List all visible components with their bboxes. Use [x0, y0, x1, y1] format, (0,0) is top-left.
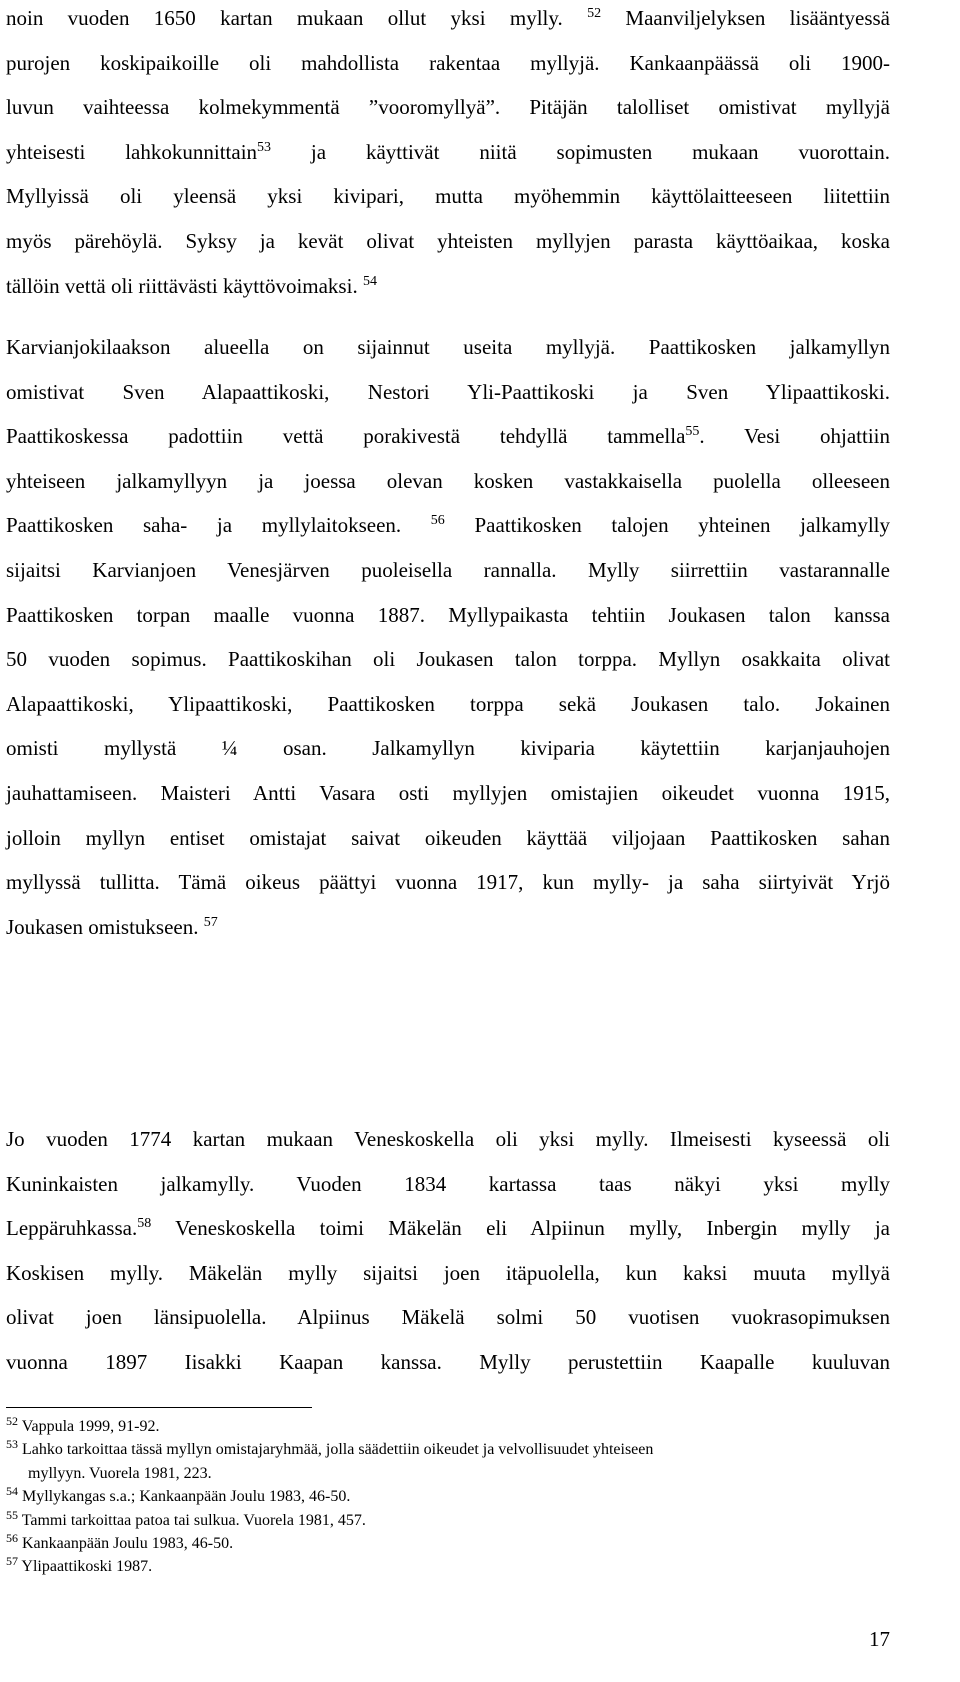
text-line: yhteiseen jalkamyllyyn ja joessa olevan kosken vastakkaisella puolella olleeseen [6, 468, 890, 493]
text-line: vuonna 1897 Iisakki Kaapan kanssa. Mylly perustettiin Kaapalle kuuluvan [6, 1349, 890, 1374]
text-line: Karvianjokilaakson alueella on sijainnut useita myllyjä. Paattikosken jalkamyllyn [6, 335, 890, 359]
text-line: sijaitsi Karvianjoen Venesjärven puoleisella rannalla. Mylly siirrettiin vastarannalle [6, 557, 890, 582]
footnote-52: $^{52}$ Vappula 1999, 91-92. [6, 1414, 160, 1435]
page-number: 17 [869, 1627, 890, 1651]
footnote-ref-58: 58 [137, 1216, 152, 1232]
body-paragraph-2 [6, 325, 890, 949]
footnote-55: $^{55}$ Tammi tarkoittaa patoa tai sulkua. Vuorela 1981, 457. [6, 1507, 366, 1529]
text-line: Paattikoskessa padottiin vettä porakivestä tehdyllä tammella$^{55}$. Vesi ohjattiin [6, 424, 891, 449]
footnote-53: $^{53}$ Lahko tarkoittaa tässä myllyn omistajaryhmää, jolla säädettiin oikeudet ja velvollisuudet yhteiseen [6, 1437, 654, 1459]
body-paragraph-3 [6, 1117, 890, 1385]
text-line: olivat joen länsipuolella. Alpiinus Mäkelä solmi 50 vuotisen vuokrasopimuksen [6, 1305, 890, 1330]
footnote-ref-53: 53 [257, 139, 272, 155]
text-line: myös pärehöylä. Syksy ja kevät olivat yhteisten myllyjen parasta käyttöaikaa, koska [6, 228, 890, 253]
text-line: omisti myllystä ¼ osan. Jalkamyllyn kiviparia käytettiin karjanjauhojen [6, 736, 890, 761]
footnote-54: $^{54}$ Myllykangas s.a.; Kankaanpään Joulu 1983, 46-50. [6, 1484, 351, 1506]
footnotes [6, 1415, 896, 1579]
text-line: noin vuoden 1650 kartan mukaan ollut yksi mylly. $^{52}$ Maanviljelyksen lisääntyessä [6, 6, 890, 30]
text-line: luvun vaihteessa kolmekymmentä ”vooromyllyä”. Pitäjän talolliset omistivat myllyjä [6, 95, 890, 120]
text-line: Myllyissä oli yleensä yksi kivipari, mutta myöhemmin käyttölaitteeseen liitettiin [6, 184, 890, 209]
footnote-ref-55: 55 [685, 424, 700, 440]
footnote-ref-57: 57 [203, 914, 218, 930]
text-line: omistivat Sven Alapaattikoski, Nestori Yli-Paattikoski ja Sven Ylipaattikoski. [6, 379, 890, 404]
text-line: Paattikosken torpan maalle vuonna 1887. Myllypaikasta tehtiin Joukasen talon kanssa [6, 602, 890, 627]
text-line: myllyssä tullitta. Tämä oikeus päättyi vuonna 1917, kun mylly- ja saha siirtyivät Yrjö [6, 870, 890, 895]
text-line: purojen koskipaikoille oli mahdollista rakentaa myllyjä. Kankaanpäässä oli 1900- [6, 50, 890, 75]
text-line: Leppäruhkassa.$^{58}$ Veneskoskella toimi Mäkelän eli Alpiinun mylly, Inbergin mylly ja [6, 1216, 890, 1241]
footnote-56: $^{56}$ Kankaanpään Joulu 1983, 46-50. [6, 1530, 234, 1552]
text-line: yhteisesti lahkokunnittain$^{53}$ ja käyttivät niitä sopimusten mukaan vuorottain. [6, 139, 891, 164]
footnote-57: $^{57}$ Ylipaattikoski 1987. [6, 1554, 153, 1576]
text-line: 50 vuoden sopimus. Paattikoskihan oli Joukasen talon torppa. Myllyn osakkaita olivat [6, 647, 890, 672]
text-line: Kuninkaisten jalkamylly. Vuoden 1834 kartassa taas näkyi yksi mylly [6, 1171, 890, 1196]
footnote-53-continuation: myllyyn. Vuorela 1981, 223. [28, 1464, 212, 1482]
text-line: tällöin vettä oli riittävästi käyttövoimaksi. $^{54}$ [6, 273, 377, 298]
footnote-ref-56: 56 [430, 513, 445, 529]
footnote-ref-52: 52 [587, 6, 602, 21]
text-line: Jo vuoden 1774 kartan mukaan Veneskoskella oli yksi mylly. Ilmeisesti kyseessä oli [6, 1127, 890, 1151]
text-line: jolloin myllyn entiset omistajat saivat oikeuden käyttää viljojaan Paattikosken sahan [6, 825, 890, 850]
text-line: Alapaattikoski, Ylipaattikoski, Paattikosken torppa sekä Joukasen talo. Jokainen [6, 691, 890, 716]
body-paragraph-1 [6, 0, 890, 308]
text-line: Koskisen mylly. Mäkelän mylly sijaitsi joen itäpuolella, kun kaksi muuta myllyä [6, 1260, 890, 1285]
text-line: Joukasen omistukseen. $^{57}$ [6, 914, 218, 939]
text-line: jauhattamiseen. Maisteri Antti Vasara osti myllyjen omistajien oikeudet vuonna 1915, [6, 780, 890, 805]
text-line: Paattikosken saha- ja myllylaitokseen. $^{56}$ Paattikosken talojen yhteinen jalkamylly [6, 513, 891, 538]
footnote-separator [6, 1407, 312, 1408]
footnote-ref-54: 54 [362, 273, 377, 289]
